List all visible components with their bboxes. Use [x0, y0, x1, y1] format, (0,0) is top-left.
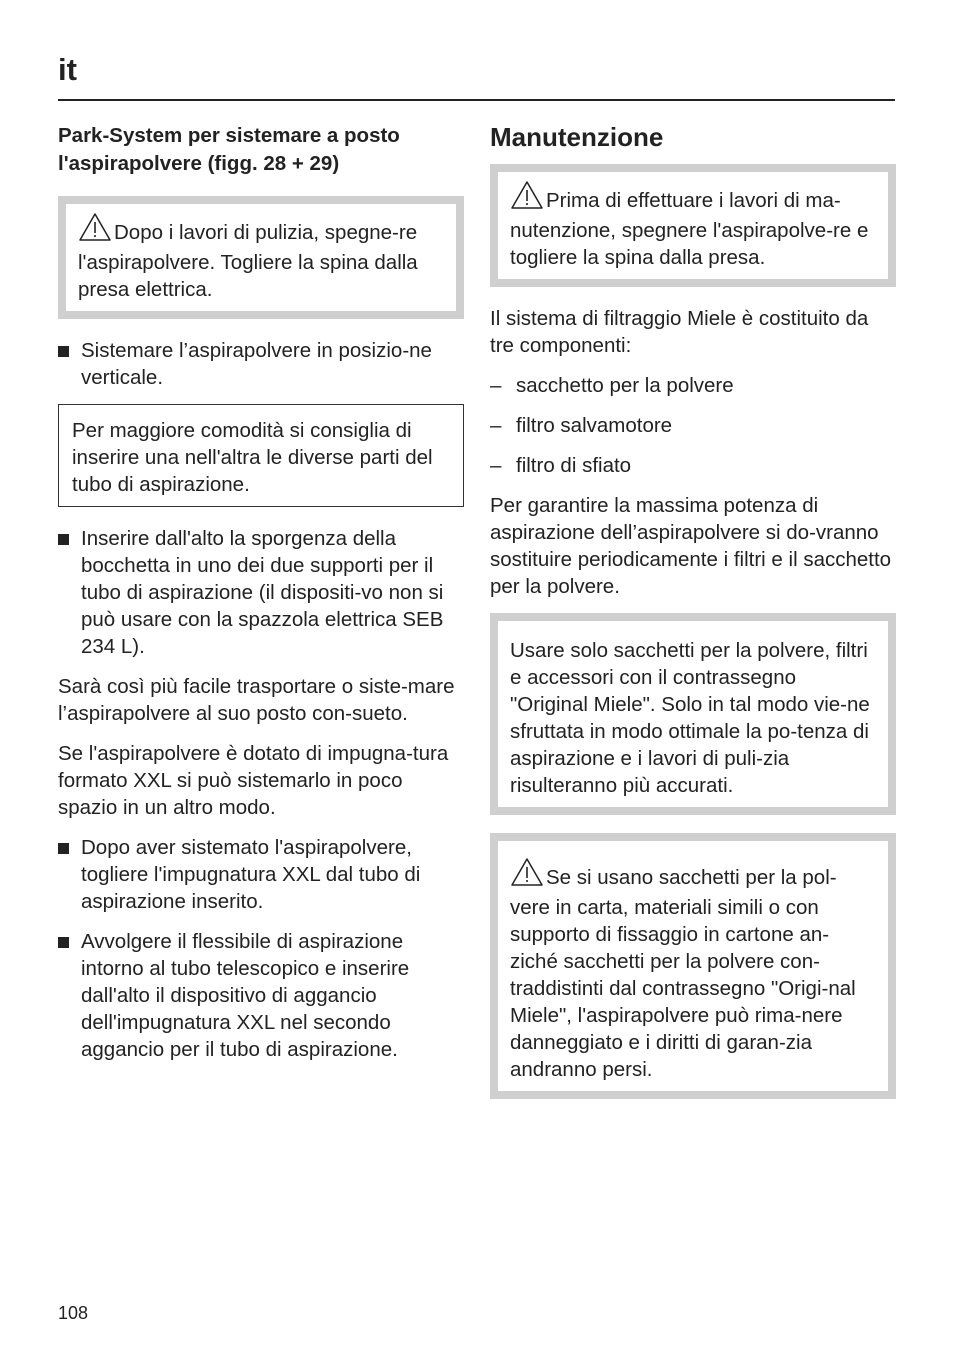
list-item-text: filtro di sfiato: [516, 454, 632, 477]
warning-triangle-icon: [78, 212, 112, 249]
list-item: [490, 412, 896, 439]
list-item: [490, 372, 896, 399]
step-upright: [58, 337, 464, 391]
square-bullet-icon: [58, 346, 69, 357]
dash-marker: –: [490, 414, 502, 437]
warning-text: Se si usano sacchetti per la pol-vere in carta, materiali simili o con supporto di fissaggio in cartone an-ziché sacchetti per la polvere con-traddistinti dal contrassegno "Origi-nal Miele", l'aspirapolvere può rima-nere danneggiato e i diritti di garan-zia andranno persi.: [510, 866, 856, 1081]
step-text: Sistemare l’aspirapolvere in posizio-ne verticale.: [81, 339, 432, 389]
warning-box-warranty: [490, 833, 896, 1099]
square-bullet-icon: [58, 843, 69, 854]
tip-text: Per maggiore comodità si consiglia di inserire una nell'altra le diverse parti del tubo di aspirazione.: [72, 419, 433, 496]
park-system-heading: Park-System per sistemare a posto l'aspirapolvere (figg. 28 + 29): [58, 124, 400, 175]
warning-triangle-icon: [510, 857, 544, 894]
warning-box-cleaning: [58, 196, 464, 319]
step-insert-nozzle: [58, 525, 464, 660]
paragraph-transport: Sarà così più facile trasportare o siste-mare l’aspirapolvere al suo posto con-sueto.: [58, 675, 455, 725]
step-wrap-hose: [58, 928, 464, 1063]
step-text: Dopo aver sistemato l'aspirapolvere, togliere l'impugnatura XXL dal tubo di aspirazione inserito.: [81, 836, 421, 913]
page-number: 108: [58, 1303, 89, 1323]
filter-system-intro: Il sistema di filtraggio Miele è costituito da tre componenti:: [490, 307, 869, 357]
warning-triangle-icon: [510, 180, 544, 217]
right-column: [490, 122, 896, 1117]
step-text: Avvolgere il flessibile di aspirazione intorno al tubo telescopico e inserire dall'alto il dispositivo di aggancio dell'impugnatura XXL nel secondo aggancio per il tubo di aspirazione.: [81, 930, 410, 1061]
tip-box: [58, 404, 464, 507]
warning-text: Dopo i lavori di pulizia, spegne-re l'aspirapolvere. Togliere la spina dalla presa elettrica.: [78, 221, 418, 301]
step-remove-handle: [58, 834, 464, 915]
list-item: [490, 452, 896, 479]
square-bullet-icon: [58, 534, 69, 545]
warning-box-maintenance: [490, 164, 896, 287]
square-bullet-icon: [58, 937, 69, 948]
list-item-text: sacchetto per la polvere: [516, 374, 734, 397]
info-box-original-parts: [490, 613, 896, 815]
dash-marker: –: [490, 454, 502, 477]
left-column: [58, 122, 464, 1076]
dash-marker: –: [490, 374, 502, 397]
info-text: Usare solo sacchetti per la polvere, filtri e accessori con il contrassegno "Original Miele". Solo in tal modo vie-ne sfruttata in modo ottimale la po-tenza di aspirazione e i lavori di puli-zia risulteranno più accurati.: [510, 639, 870, 797]
language-code: it: [58, 52, 77, 87]
header-rule: [58, 99, 895, 101]
list-item-text: filtro salvamotore: [516, 414, 673, 437]
paragraph-replace-filters: Per garantire la massima potenza di aspirazione dell’aspirapolvere si do-vranno sostituire periodicamente i filtri e il sacchetto per la polvere.: [490, 494, 892, 598]
maintenance-heading: Manutenzione: [490, 122, 664, 152]
warning-text: Prima di effettuare i lavori di ma-nutenzione, spegnere l'aspirapolve-re e togliere la spina dalla presa.: [510, 189, 869, 269]
paragraph-xxl-handle: Se l'aspirapolvere è dotato di impugna-tura formato XXL si può sistemarlo in poco spazio in un altro modo.: [58, 742, 449, 819]
step-text: Inserire dall'alto la sporgenza della bocchetta in uno dei due supporti per il tubo di aspirazione (il dispositi-vo non si può usare con la spazzola elettrica SEB 234 L).: [81, 527, 444, 658]
